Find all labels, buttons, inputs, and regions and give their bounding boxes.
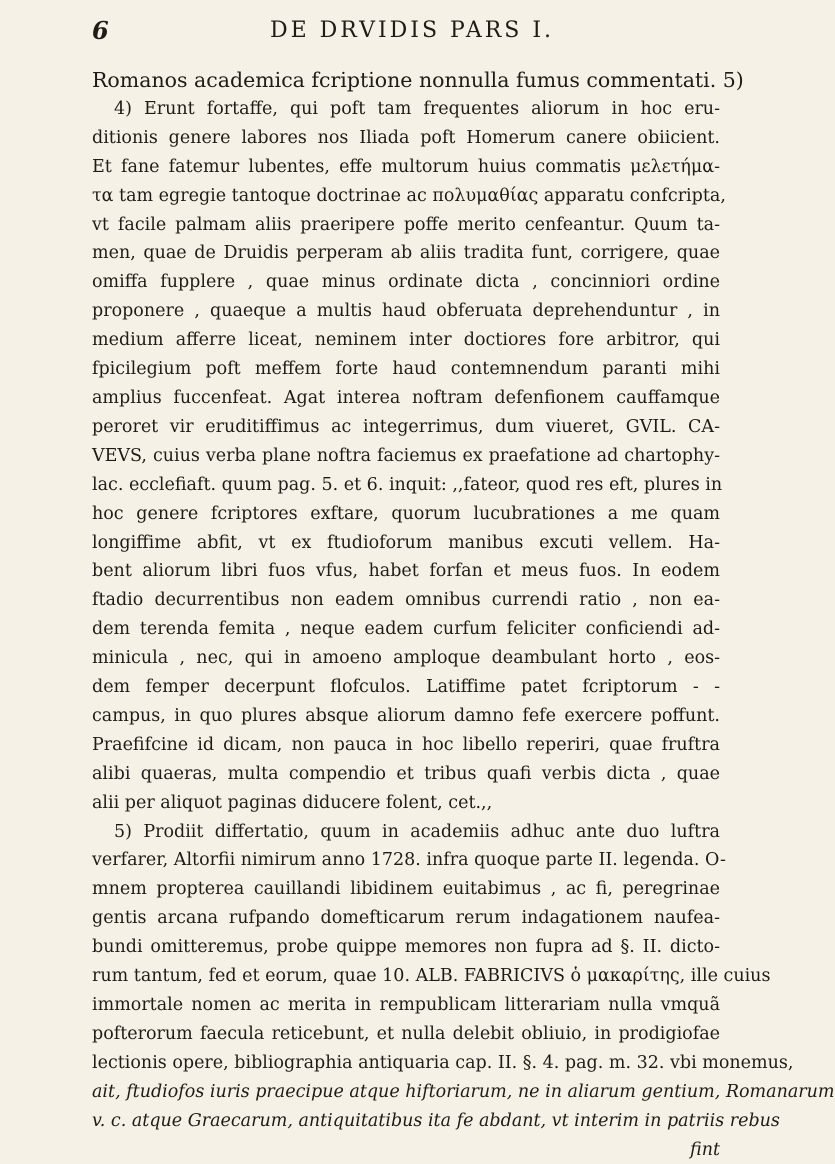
page-number: 6 (92, 16, 109, 45)
text-line: VEVS, cuius verba plane noftra faciemus ex praefatione ad chartophy- (92, 445, 720, 466)
text-line: peroret vir eruditiffimus ac integerrimus, dum viueret, GVIL. CA- (92, 416, 720, 437)
body-text (92, 66, 835, 1164)
text-line: ftadio decurrentibus non eadem omnibus currendi ratio , non ea- (92, 590, 720, 611)
text-line: v. c. atque Graecarum, antiquitatibus ita fe abdant, vt interim in patriis rebus (92, 1110, 780, 1131)
text-line: bent aliorum libri fuos vfus, habet forfan et meus fuos. In eodem (92, 561, 720, 582)
text-line: men, quae de Druidis perperam ab aliis tradita funt, corrigere, quae (92, 243, 720, 264)
text-line: bundi omitteremus, probe quippe memores non fupra ad §. II. dicto- (92, 937, 720, 958)
text-line: gentis arcana rufpando domefticarum rerum indagationem naufea- (92, 908, 720, 929)
text-line: ditionis genere labores nos Iliada poft Homerum canere obiicient. (92, 127, 720, 148)
text-line: amplius fuccenfeat. Agat interea noftram defenfionem cauffamque (92, 387, 720, 408)
text-line: Et fane fatemur lubentes, effe multorum huius commatis μελετήμα- (92, 156, 720, 177)
text-line: τα tam egregie tantoque doctrinae ac πολυμαθίας apparatu confcripta, (92, 185, 726, 206)
text-line: fpicilegium poft meffem forte haud contemnendum paranti mihi (92, 359, 720, 380)
text-line: Praefifcine id dicam, non pauca in hoc libello reperiri, quae fruftra (92, 734, 720, 755)
text-line: lac. ecclefiaft. quum pag. 5. et 6. inquit: ,,fateor, quod res eft, plures in (92, 474, 723, 495)
text-line: ait, ftudiofos iuris praecipue atque hiftoriarum, ne in aliarum gentium, Romanarum (92, 1081, 835, 1102)
text-line: 5) Prodiit differtatio, quum in academiis adhuc ante duo luftra (114, 821, 720, 842)
text-line: alibi quaeras, multa compendio et tribus quafi verbis dicta , quae (92, 763, 720, 784)
text-line: verfarer, Altorfii nimirum anno 1728. infra quoque parte II. legenda. O- (92, 850, 726, 871)
text-line: dem femper decerpunt flofculos. Latiffime patet fcriptorum - - (92, 677, 720, 698)
text-line: lectionis opere, bibliographia antiquaria cap. II. §. 4. pag. m. 32. vbi monemus, (92, 1052, 794, 1073)
text-line: hoc genere fcriptores exftare, quorum lucubrationes a me quam (92, 503, 720, 524)
running-title: DE DRVIDIS PARS I. (269, 18, 555, 43)
text-line: omiffa fupplere , quae minus ordinate dicta , concinniori ordine (92, 272, 720, 293)
text-line: campus, in quo plures absque aliorum damno fefe exercere poffunt. (92, 705, 720, 726)
text-line: vt facile palmam aliis praeripere poffe merito cenfeantur. Quum ta- (92, 214, 720, 235)
text-line: longiffime abfit, vt ex ftudioforum manibus excuti vellem. Ha- (92, 532, 720, 553)
text-line: mnem propterea cauillandi libidinem euitabimus , ac fi, peregrinae (92, 879, 720, 900)
text-line: minicula , nec, qui in amoeno amploque deambulant horto , eos- (92, 648, 720, 669)
catchword: fint (690, 1139, 720, 1160)
text-line: Romanos academica fcriptione nonnulla fumus commentati. 5) (92, 68, 744, 92)
text-line: proponere , quaeque a multis haud obferuata deprehenduntur , in (92, 301, 720, 322)
text-line: medium afferre liceat, neminem inter doctiores fore arbitror, qui (92, 330, 720, 351)
text-line: dem terenda femita , neque eadem curfum feliciter conficiendi ad- (92, 619, 720, 640)
text-line: immortale nomen ac merita in rempublicam litterariam nulla vmquã (92, 995, 720, 1015)
text-line: pofterorum faecula reticebunt, et nulla delebit obliuio, in prodigiofae (92, 1023, 720, 1044)
text-line: alii per aliquot paginas diducere folent, cet.,, (92, 792, 493, 813)
page-header (92, 4, 732, 56)
text-line: rum tantum, fed et eorum, quae 10. ALB. FABRICIVS ὁ μακαρίτης, ille cuius (92, 966, 771, 987)
text-line: 4) Erunt fortaffe, qui poft tam frequentes aliorum in hoc eru- (114, 98, 720, 119)
